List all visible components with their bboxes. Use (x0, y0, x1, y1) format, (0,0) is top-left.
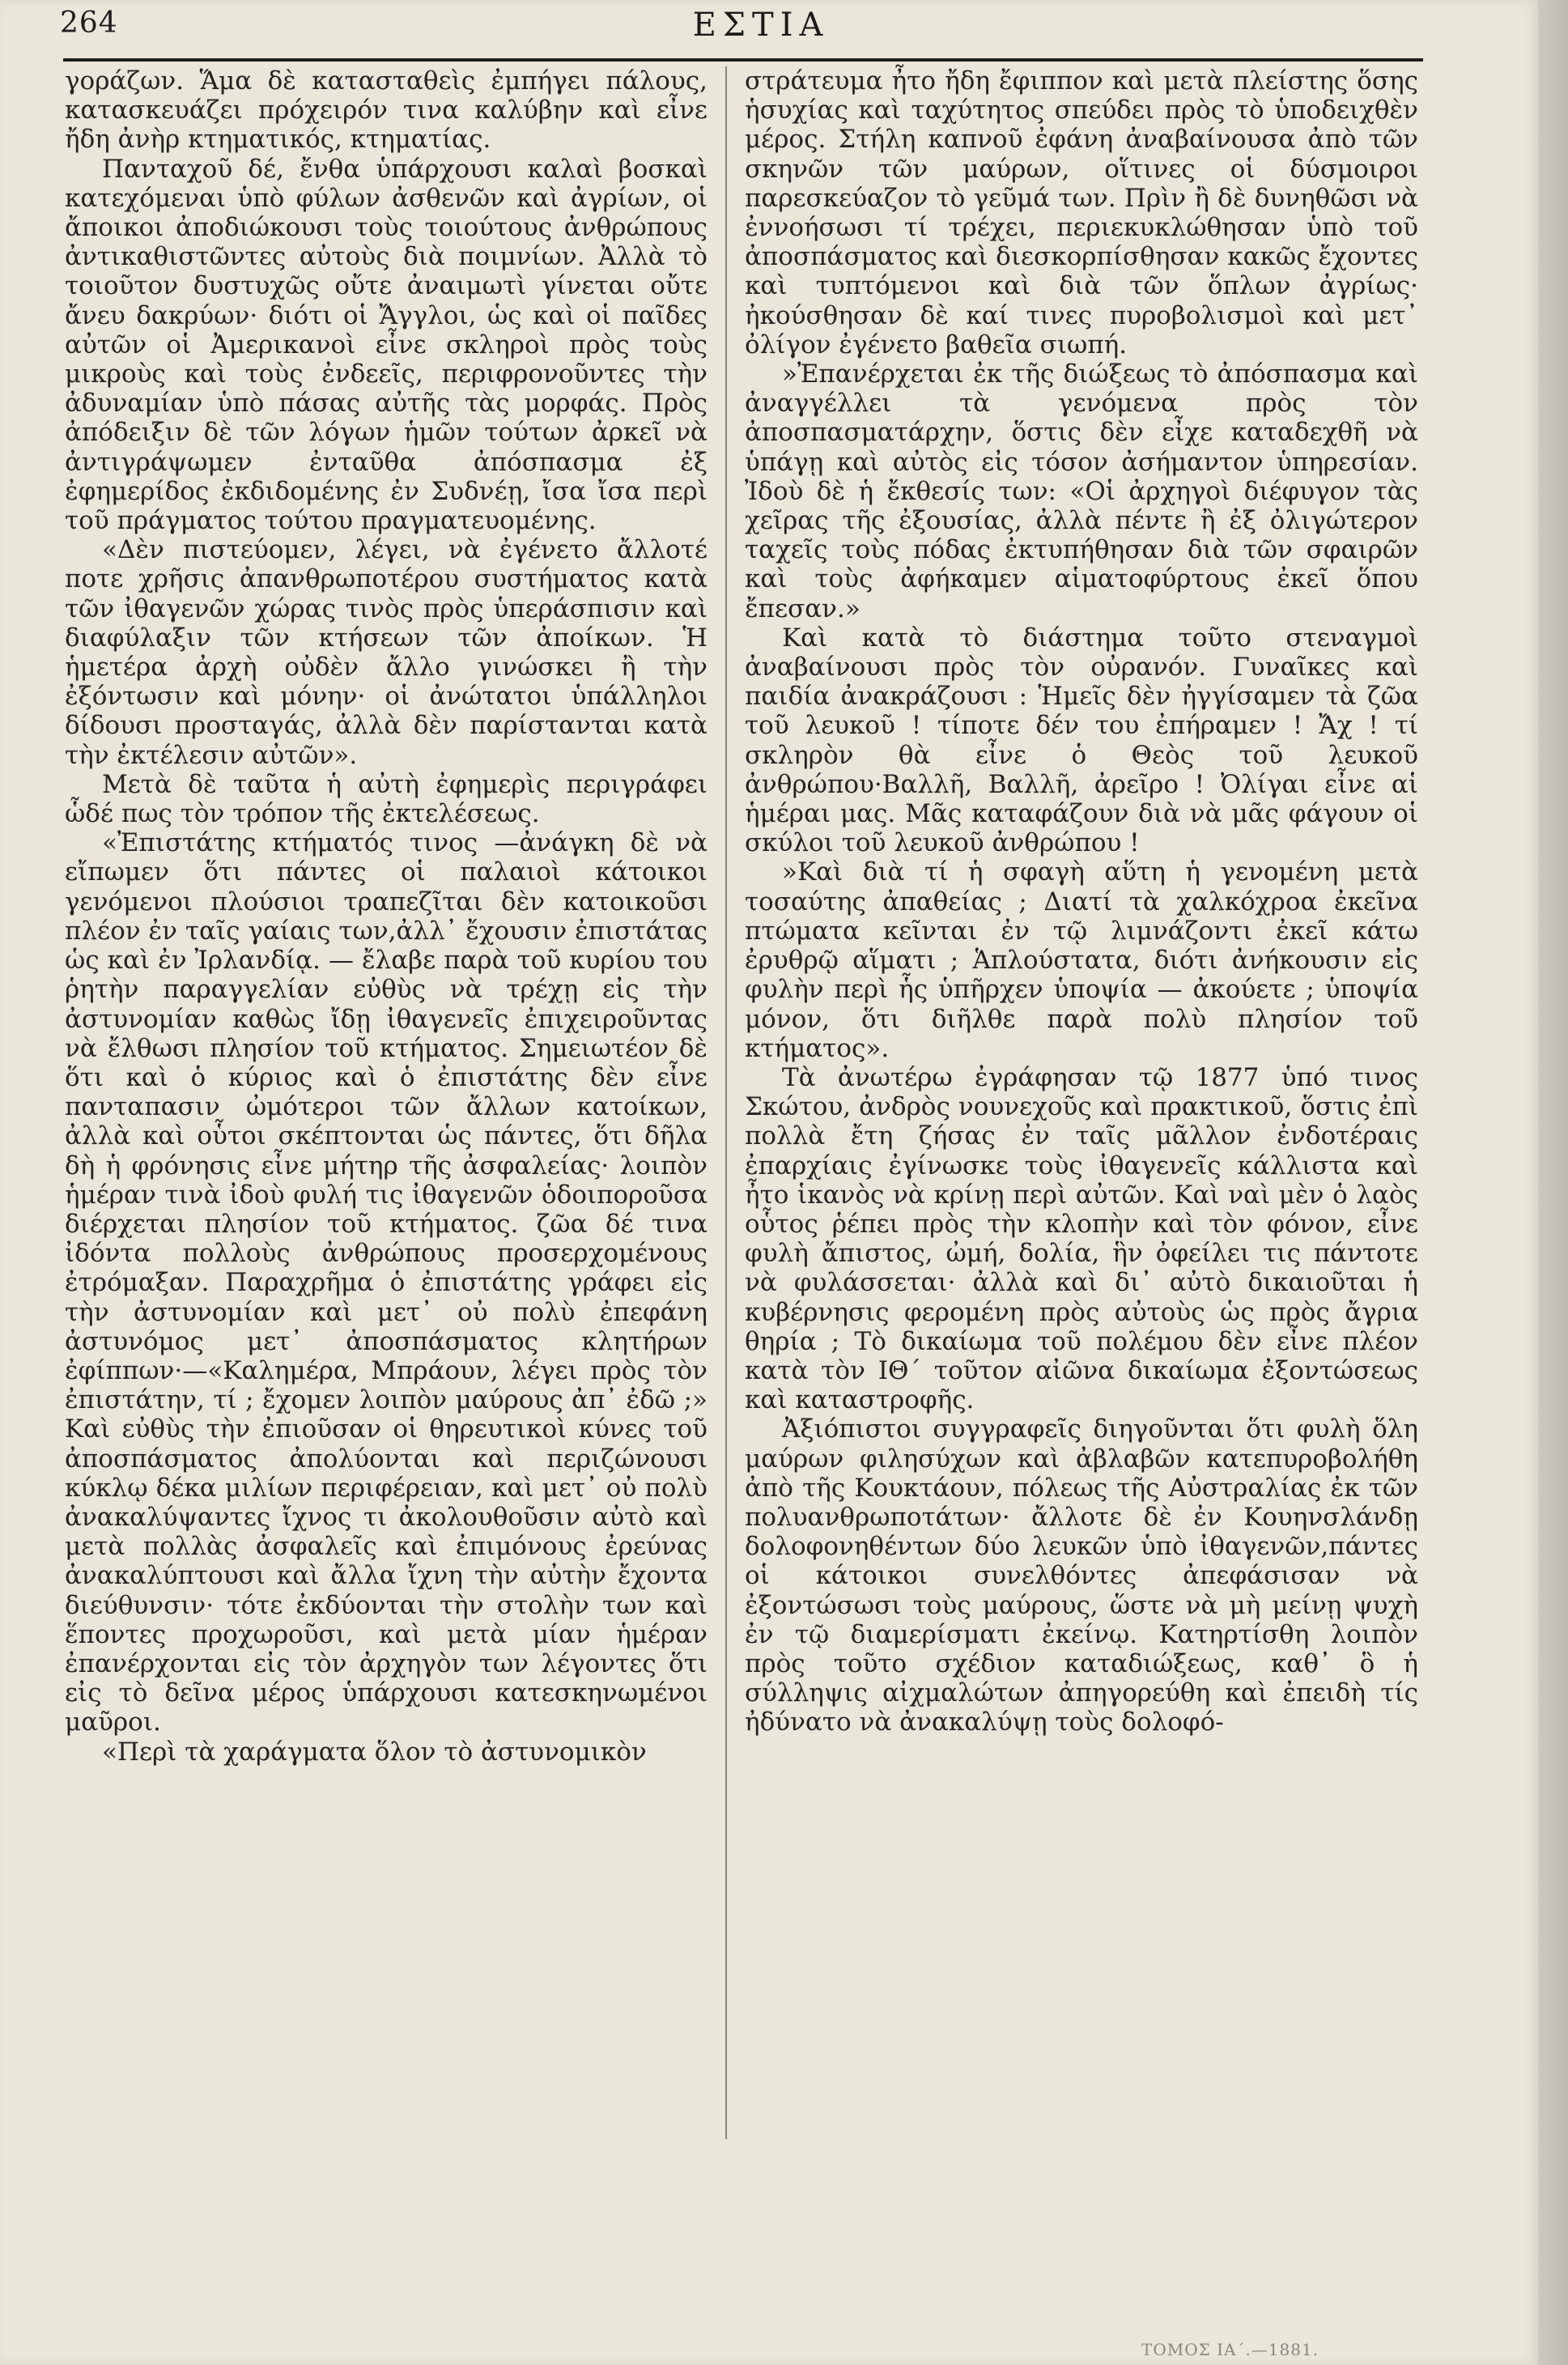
left-column (65, 66, 708, 1767)
signature-mark: ΤΟΜΟΣ ΙΑ´.—1881. (1141, 2340, 1319, 2359)
page-number: 264 (60, 6, 118, 40)
right-column (745, 66, 1418, 1738)
paragraph: »Καὶ διὰ τί ἡ σφαγὴ αὕτη ἡ γενομένη μετὰ τοσαύτης ἀπαθείας ; Διατί τὰ χαλκόχροα ἐκεῖνα πτώματα κεῖνται ἐν τῷ λιμνάζοντι ἐκεῖ κάτω ἐρυθρῷ αἵματι ; Ἁπλούστατα, διότι ἀνήκουσιν εἰς φυλὴν περὶ ἧς ὑπῆρχεν ὑποψία — ἀκούετε ; ὑποψία μόνον, ὅτι διῆλθε παρὰ πολὺ πλησίον τοῦ κτήματος». (745, 857, 1418, 1063)
paragraph: «Ἐπιστάτης κτήματός τινος —ἀνάγκη δὲ νὰ εἴπωμεν ὅτι πάντες οἱ παλαιοὶ κάτοικοι γενόμενοι πλούσιοι τραπεζῖται δὲν κατοικοῦσι πλέον ἐν ταῖς γαίαις των,ἀλλ᾽ ἔχουσιν ἐπιστάτας ὡς καὶ ἐν Ἰρλανδίᾳ. — ἔλαβε παρὰ τοῦ κυρίου του ῥητὴν παραγγελίαν εὐθὺς νὰ τρέχῃ εἰς τὴν ἀστυνομίαν καθὼς ἴδῃ ἰθαγενεῖς ἐπιχειροῦντας νὰ ἔλθωσι πλησίον τοῦ κτήματος. Σημειωτέον δὲ ὅτι καὶ ὁ κύριος καὶ ὁ ἐπιστάτης δὲν εἶνε πανταπασιν ὠμότεροι τῶν ἄλλων κατοίκων, ἀλλὰ καὶ οὗτοι σκέπτονται ὡς πάντες, ὅτι δῆλα δὴ ἡ φρόνησις εἶνε μήτηρ τῆς ἀσφαλείας· λοιπὸν ἡμέραν τινὰ ἰδοὺ φυλή τις ἰθαγενῶν ὁδοιποροῦσα διέρχεται πλησίον τοῦ κτήματος. ζῶα δέ τινα ἰδόντα πολλοὺς ἀνθρώπους προσερχομένους ἐτρόμαξαν. Παραχρῆμα ὁ ἐπιστάτης γράφει εἰς τὴν ἀστυνομίαν καὶ μετ᾽ οὐ πολὺ ἐπεφάνη ἀστυνόμος μετ᾽ ἀποσπάσματος κλητήρων ἐφίππων·—«Καλημέρα, Μπράουν, λέγει πρὸς τὸν ἐπιστάτην, τί ; ἔχομεν λοιπὸν μαύρους ἀπ᾽ ἐδῶ ;» Καὶ εὐθὺς τὴν ἐπιοῦσαν οἱ θηρευτικοὶ κύνες τοῦ ἀποσπάσματος ἀπολύονται καὶ περιζώνουσι κύκλῳ δέκα μιλίων περιφέρειαν, καὶ μετ᾽ οὐ πολὺ ἀνακαλύψαντες ἴχνος τι ἀκολουθοῦσιν αὐτὸ καὶ μετὰ πολλὰς ἀσφαλεῖς καὶ ἐπιμόνους ἐρεύνας ἀνακαλύπτουσι καὶ ἄλλα ἴχνη τὴν αὐτὴν ἔχοντα διεύθυνσιν· τότε ἐκδύονται τὴν στολὴν των καὶ ἕποντες προχωροῦσι, καὶ μετὰ μίαν ἡμέραν ἐπανέρχονται εἰς τὸν ἀρχηγὸν των λέγοντες ὅτι εἰς τὸ δεῖνα μέρος ὑπάρχουσι κατεσκηνωμένοι μαῦροι. (65, 828, 708, 1738)
paragraph: Ἀξιόπιστοι συγγραφεῖς διηγοῦνται ὅτι φυλὴ ὅλη μαύρων φιλησύχων καὶ ἀβλαβῶν κατεπυροβολήθη ἀπὸ τῆς Κουκτάουν, πόλεως τῆς Αὐστραλίας ἐκ τῶν πολυανθρωποτάτων· ἄλλοτε δὲ ἐν Κουηνσλάνδῃ δολοφονηθέντων δύο λευκῶν ὑπὸ ἰθαγενῶν,πάντες οἱ κάτοικοι συνελθόντες ἀπεφάσισαν νὰ ἐξοντώσωσι τοὺς μαύρους, ὥστε νὰ μὴ μείνῃ ψυχὴ ἐν τῷ διαμερίσματι ἐκείνῳ. Κατηρτίσθη λοιπὸν πρὸς τοῦτο σχέδιον καταδιώξεως, καθ᾽ ὃ ἡ σύλληψις αἰχμαλώτων ἀπηγορεύθη καὶ ἐπειδὴ τίς ἠδύνατο νὰ ἀνακαλύψῃ τοὺς δολοφό- (745, 1414, 1418, 1738)
paragraph: «Δὲν πιστεύομεν, λέγει, νὰ ἐγένετο ἄλλοτέ ποτε χρῆσις ἀπανθρωποτέρου συστήματος κατὰ τῶν ἰθαγενῶν χώρας τινὸς πρὸς ὑπεράσπισιν καὶ διαφύλαξιν τῶν κτήσεων τῶν ἀποίκων. Ἡ ἡμετέρα ἀρχὴ οὐδὲν ἄλλο γινώσκει ἢ τὴν ἐξόντωσιν καὶ μόνην· οἱ ἀνώτατοι ὑπάλληλοι δίδουσι προσταγάς, ἀλλὰ δὲν παρίστανται κατὰ τὴν ἐκτέλεσιν αὐτῶν». (65, 535, 708, 770)
column-divider (725, 66, 727, 2139)
paragraph: στράτευμα ἦτο ἤδη ἔφιππον καὶ μετὰ πλείστης ὅσης ἡσυχίας καὶ ταχύτητος σπεύδει πρὸς τὸ ὑποδειχθὲν μέρος. Στήλη καπνοῦ ἐφάνη ἀναβαίνουσα ἀπὸ τῶν σκηνῶν τῶν μαύρων, οἵτινες οἱ δύσμοιροι παρεσκεύαζον τὸ γεῦμά των. Πρὶν ἢ δὲ δυνηθῶσι νὰ ἐννοήσωσι τί τρέχει, περιεκυκλώθησαν ὑπὸ τοῦ ἀποσπάσματος καὶ διεσκορπίσθησαν κακῶς ἔχοντες καὶ τυπτόμενοι καὶ διὰ τῶν ὅπλων ἀγρίως· ἠκούσθησαν δὲ καί τινες πυροβολισμοὶ καὶ μετ᾽ ὀλίγον ἐγένετο βαθεῖα σιωπή. (745, 66, 1418, 359)
paragraph: »Ἐπανέρχεται ἐκ τῆς διώξεως τὸ ἀπόσπασμα καὶ ἀναγγέλλει τὰ γενόμενα πρὸς τὸν ἀποσπασματάρχην, ὅστις δὲν εἶχε καταδεχθῆ νὰ ὑπάγῃ καὶ αὐτὸς εἰς τόσον ἀσήμαντον ὑπηρεσίαν. Ἰδοὺ δὲ ἡ ἔκθεσίς των: «Οἱ ἀρχηγοὶ διέφυγον τὰς χεῖρας τῆς ἐξουσίας, ἀλλὰ πέντε ἢ ἐξ ὀλιγώτερον ταχεῖς τοὺς πόδας ἐκτυπήθησαν διὰ τῶν σφαιρῶν καὶ τοὺς ἀφήκαμεν αἱματοφύρτους ἐκεῖ ὅπου ἔπεσαν.» (745, 359, 1418, 623)
paragraph: Πανταχοῦ δέ, ἔνθα ὑπάρχουσι καλαὶ βοσκαὶ κατεχόμεναι ὑπὸ φύλων ἀσθενῶν καὶ ἀγρίων, οἱ ἄποικοι ἀποδιώκουσι τοὺς τοιούτους ἀνθρώπους ἀντικαθιστῶντες αὐτοὺς διὰ ποιμνίων. Ἀλλὰ τὸ τοιοῦτον δυστυχῶς οὔτε ἀναιμωτὶ γίνεται οὔτε ἄνευ δακρύων· διότι οἱ Ἄγγλοι, ὡς καὶ οἱ παῖδες αὐτῶν οἱ Ἀμερικανοὶ εἶνε σκληροὶ πρὸς τοὺς μικροὺς καὶ τοὺς ἐνδεεῖς, περιφρονοῦντες τὴν ἀδυναμίαν ὑπὸ πάσας αὐτῆς τὰς μορφάς. Πρὸς ἀπόδειξιν δὲ τῶν λόγων ἡμῶν τούτων ἀρκεῖ νὰ ἀντιγράψωμεν ἐνταῦθα ἀπόσπασμα ἐξ ἐφημερίδος ἐκδιδομένης ἐν Συδνέῃ, ἴσα ἴσα περὶ τοῦ πράγματος τούτου πραγματευομένης. (65, 154, 708, 536)
paragraph: Καὶ κατὰ τὸ διάστημα τοῦτο στεναγμοὶ ἀναβαίνουσι πρὸς τὸν οὐρανόν. Γυναῖκες καὶ παιδία ἀνακράζουσι : Ἡμεῖς δὲν ἠγγίσαμεν τὰ ζῶα τοῦ λευκοῦ ! τίποτε δέν του ἐπήραμεν ! Ἄχ ! τί σκληρὸν θὰ εἶνε ὁ Θεὸς τοῦ λευκοῦ ἀνθρώπου·Βαλλῆ, Βαλλῆ, ἀρεῖρο ! Ὀλίγαι εἶνε αἱ ἡμέραι μας. Μᾶς καταφάζουν διὰ νὰ μᾶς φάγουν οἱ σκύλοι τοῦ λευκοῦ ἀνθρώπου ! (745, 623, 1418, 858)
paragraph: Μετὰ δὲ ταῦτα ἡ αὐτὴ ἐφημερὶς περιγράφει ὧδέ πως τὸν τρόπον τῆς ἐκτελέσεως. (65, 769, 708, 829)
header-rule (63, 58, 1423, 62)
journal-title: ΕΣΤΙΑ (692, 6, 830, 44)
page-header (0, 0, 1538, 57)
paragraph: Τὰ ἀνωτέρω ἐγράφησαν τῷ 1877 ὑπό τινος Σκώτου, ἀνδρὸς νουνεχοῦς καὶ πρακτικοῦ, ὅστις ἐπὶ πολλὰ ἔτη ζήσας ἐν ταῖς μᾶλλον ἐνδοτέραις ἐπαρχίαις ἐγίνωσκε τοὺς ἰθαγενεῖς κάλλιστα καὶ ἦτο ἱκανὸς νὰ κρίνῃ περὶ αὐτῶν. Καὶ ναὶ μὲν ὁ λαὸς οὗτος ῥέπει πρὸς τὴν κλοπὴν καὶ τὸν φόνον, εἶνε φυλὴ ἄπιστος, ὠμή, δολία, ἣν ὀφείλει τις πάντοτε νὰ φυλάσσεται· ἀλλὰ καὶ δι᾽ αὐτὸ δικαιοῦται ἡ κυβέρνησις φερομένη πρὸς αὐτοὺς ὡς πρὸς ἄγρια θηρία ; Τὸ δικαίωμα τοῦ πολέμου δὲν εἶνε πλέον κατὰ τὸν ΙΘ´ τοῦτον αἰῶνα δικαίωμα ἐξοντώσεως καὶ καταστροφῆς. (745, 1062, 1418, 1415)
page-edge (1538, 0, 1568, 2365)
paragraph: «Περὶ τὰ χαράγματα ὅλον τὸ ἀστυνομικὸν (102, 1737, 647, 1767)
paragraph: γοράζων. Ἅμα δὲ κατασταθεὶς ἐμπήγει πάλους, κατασκευάζει πρόχειρόν τινα καλύβην καὶ εἶνε ἤδη ἀνὴρ κτηματικός, κτηματίας. (65, 66, 708, 155)
